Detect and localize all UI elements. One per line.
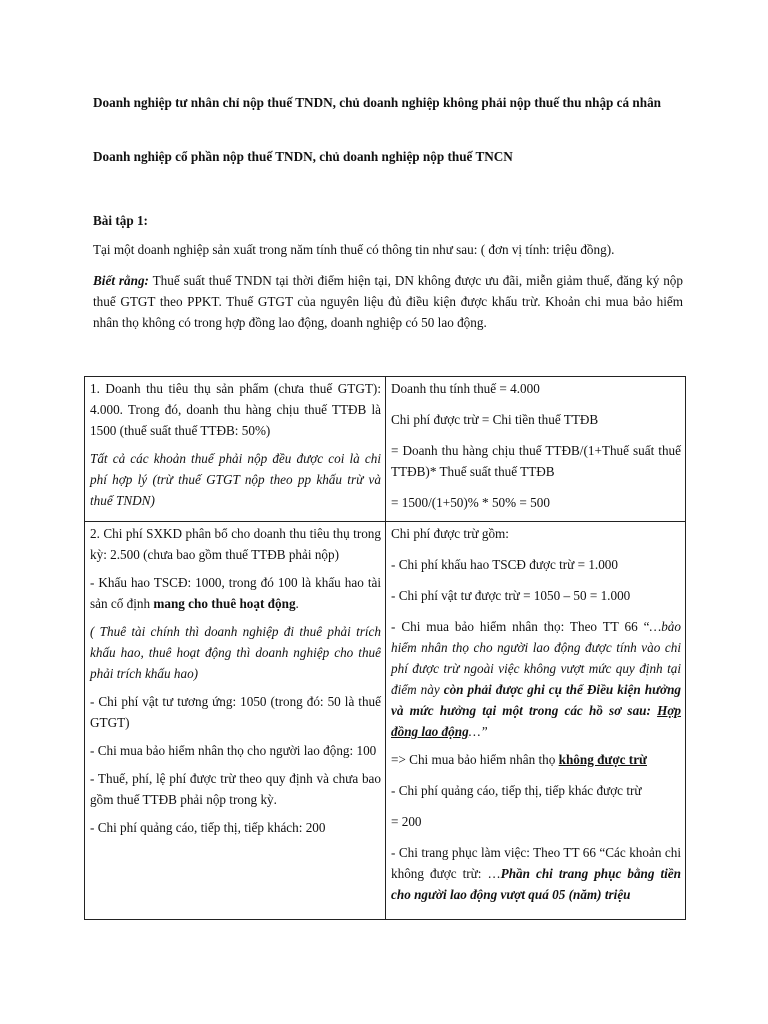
row2-right-materials: - Chi phí vật tư được trừ = 1050 – 50 = 1.000: [391, 588, 631, 603]
row1-right-cell: [386, 377, 685, 521]
row2-left-materials: - Chi phí vật tư tương ứng: 1050 (trong đó: 50 là thuế GTGT): [90, 694, 381, 730]
row2-left-depreciation-bold: mang cho thuê hoạt động: [153, 596, 296, 611]
row2-right-advertising-amount: = 200: [391, 814, 422, 829]
row2-left-cost-allocation: 2. Chi phí SXKD phân bổ cho doanh thu tiêu thụ trong kỳ: 2.500 (chưa bao gồm thuế TTĐB phải nộp): [90, 526, 381, 562]
row2-left-depreciation-text: - Khấu hao TSCĐ: 1000, trong đó 100 là khấu hao tài sản cố định: [90, 575, 381, 611]
row2-right-uniform-quote: Phần chi trang phục bằng tiền cho người lao động vượt quá 05 (năm) triệu: [391, 866, 681, 902]
row2-right-conclusion-text: => Chi mua bảo hiểm nhân thọ: [391, 752, 559, 767]
row1-left-note: Tất cả các khoản thuế phải nộp đều được coi là chi phí hợp lý (trừ thuế GTGT nộp theo pp khấu trừ và thuế TNDN): [90, 451, 381, 508]
row2-right-insurance-conclusion: [391, 749, 681, 770]
row2-right-labor-contract: Hợp đồng lao động: [391, 703, 681, 739]
row2-right-uniform: [391, 842, 681, 905]
row2-right-intro: Chi phí được trừ gồm:: [391, 526, 509, 541]
exercise-title: Bài tập 1:: [93, 213, 148, 228]
row2-right-cell: [386, 522, 685, 919]
row2-right-depreciation: - Chi phí khấu hao TSCĐ được trừ = 1.000: [391, 557, 618, 572]
given-paragraph: [93, 270, 683, 333]
row2-left-cell: [85, 522, 385, 919]
row2-left-advertising: - Chi phí quảng cáo, tiếp thị, tiếp khách: 200: [90, 820, 326, 835]
row1-right-result: = 1500/(1+50)% * 50% = 500: [391, 495, 550, 510]
row2-right-uniform-lead: - Chi trang phục làm việc: Theo TT 66 “Các khoản chi không được trừ: …: [391, 845, 681, 881]
row2-right-insurance-end: …”: [468, 724, 488, 739]
solution-table: [84, 376, 686, 920]
row1-right-formula: = Doanh thu hàng chịu thuế TTĐB/(1+Thuế suất thuế TTĐB)* Thuế suất thuế TTĐB: [391, 443, 681, 479]
row1-left-cell: [85, 377, 385, 521]
row1-left-revenue: 1. Doanh thu tiêu thụ sản phẩm (chưa thuế GTGT): 4.000. Trong đó, doanh thu hàng chịu thuế TTĐB là 1500 (thuế suất thuế TTĐB: 50%): [90, 381, 381, 438]
row2-right-insurance-quote: …bảo hiểm nhân thọ cho người lao động được tính vào chi phí được trừ ngoài việc không vượt mức quy định tại điểm này: [391, 619, 681, 697]
row2-right-insurance-lead: - Chi mua bảo hiểm nhân thọ: Theo TT 66 “: [391, 619, 650, 634]
given-label: Biết rằng:: [93, 273, 149, 288]
row2-left-depreciation-end: .: [295, 596, 299, 611]
row1-right-taxable-revenue: Doanh thu tính thuế = 4.000: [391, 381, 540, 396]
row2-left-depreciation: [90, 572, 381, 614]
intro-paragraph: Tại một doanh nghiệp sản xuất trong năm tính thuế có thông tin như sau: ( đơn vị tính: triệu đồng).: [93, 242, 615, 257]
heading-private-enterprise: Doanh nghiệp tư nhân chỉ nộp thuế TNDN, chủ doanh nghiệp không phải nộp thuế thu nhập cá nhân: [93, 95, 662, 110]
row2-left-lease-note: ( Thuê tài chính thì doanh nghiệp đi thuê phải trích khấu hao, thuê hoạt động thì doanh nghiệp cho thuê phải trích khấu hao): [90, 624, 381, 681]
heading-joint-stock: Doanh nghiệp cổ phần nộp thuế TNDN, chủ doanh nghiệp nộp thuế TNCN: [93, 149, 513, 164]
row2-left-life-insurance: - Chi mua bảo hiểm nhân thọ cho người lao động: 100: [90, 743, 377, 758]
row2-left-fees: - Thuế, phí, lệ phí được trừ theo quy định và chưa bao gồm thuế TTĐB phải nộp trong kỳ.: [90, 771, 381, 807]
row2-right-insurance-condition: còn phải được ghi cụ thể Điều kiện hưởng và mức hưởng tại một trong các hồ sơ sau:: [391, 682, 681, 718]
row1-right-deductible: Chi phí được trừ = Chi tiền thuế TTĐB: [391, 412, 599, 427]
row2-right-not-deductible: không được trừ: [558, 752, 647, 767]
row2-right-life-insurance: [391, 616, 681, 742]
row2-right-advertising: - Chi phí quảng cáo, tiếp thị, tiếp khác được trừ: [391, 783, 642, 798]
given-text: Thuế suất thuế TNDN tại thời điểm hiện tại, DN không được ưu đãi, miễn giảm thuế, đăng ký nộp thuế GTGT theo PPKT. Thuế GTGT của nguyên liệu đủ điều kiện được khấu trừ. Khoản chi mua bảo hiểm nhân thọ không có trong hợp đồng lao động, doanh nghiệp có 50 lao động.: [93, 273, 683, 330]
